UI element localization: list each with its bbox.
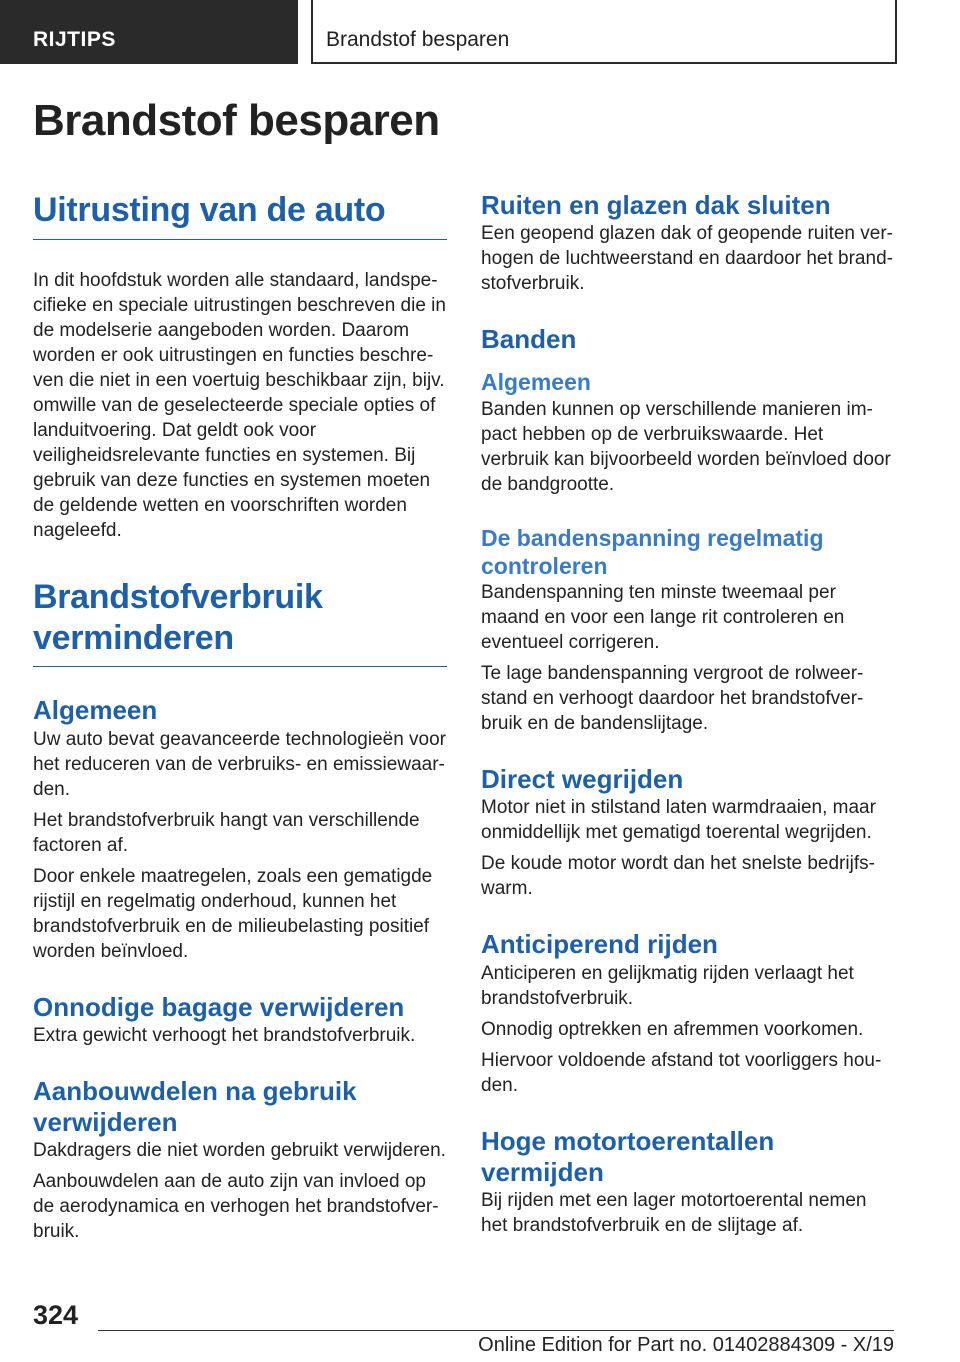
heading-bandenspanning: De bandenspanning regelmatig controleren xyxy=(481,524,824,579)
para-algemeen-3: Door enkele maatregelen, zoals een gematigde rijstijl en regelmatig onderhoud, kunnen het brandstofverbruik en de milieubelasting positief worden beïnvloed. xyxy=(33,865,433,962)
heading-bagage: Onnodige bagage verwijderen xyxy=(33,991,405,1022)
para-direct-1: Motor niet in stilstand laten warmdraaien, maar onmiddellijk met gematigd toerental wegrijden. xyxy=(481,797,876,844)
para-direct-2: De koude motor wordt dan het snelste bedrijfswarm. xyxy=(481,853,875,900)
section-label: Brandstof besparen xyxy=(326,28,510,51)
right-column xyxy=(481,190,895,1238)
chapter-tab xyxy=(0,0,298,64)
heading-verbruik-verminderen: Brandstofverbruik verminderen xyxy=(33,577,447,668)
para-banden: Banden kunnen op verschillende manieren impact hebben op de verbruikswaarde. Het verbruik kan bijvoorbeeld worden beïnvloed door de bandgrootte. xyxy=(481,398,891,495)
para-spanning-2: Te lage bandenspanning vergroot de rolweerstand en verhoogt daardoor het brandstofverbruik en de bandenslijtage. xyxy=(481,663,864,735)
section-tab xyxy=(311,0,897,64)
heading-algemeen-left: Algemeen xyxy=(33,695,158,726)
heading-direct-wegrijden: Direct wegrijden xyxy=(481,764,684,795)
para-bagage: Extra gewicht verhoogt het brandstofverbruik. xyxy=(33,1024,416,1046)
para-aanbouw-2: Aanbouwdelen aan de auto zijn van invloed op de aerodynamica en verhogen het brandstofverbruik. xyxy=(33,1171,439,1243)
para-uitrusting: In dit hoofdstuk worden alle standaard, landspecifieke en speciale uitrustingen beschreven die in de modelserie aangeboden worden. Daarom worden er ook uitrustingen en functies beschreven die niet in een voertuig beschikbaar zijn, bijv. omwille van de geselecteerde speciale opties of landuitvoering. Dat geldt ook voor veiligheidsrelevante functies en systemen. Bij gebruik van deze functies en systemen moeten de geldende wetten en voorschriften worden nageleefd. xyxy=(33,269,446,541)
para-anticip-3: Hiervoor voldoende afstand tot voorliggers houden. xyxy=(481,1049,882,1096)
para-anticip-1: Anticiperen en gelijkmatig rijden verlaagt het brandstofverbruik. xyxy=(481,962,854,1009)
heading-uitrusting: Uitrusting van de auto xyxy=(33,190,447,240)
page-title: Brandstof besparen xyxy=(33,96,440,145)
heading-banden: Banden xyxy=(481,324,577,355)
edition-note: Online Edition for Part no. 01402884309 - X/19 xyxy=(478,1334,894,1356)
para-spanning-1: Bandenspanning ten minste tweemaal per maand en voor een lange rit controleren en eventueel corrigeren. xyxy=(481,582,845,654)
para-toeren: Bij rijden met een lager motortoerental nemen het brandstofverbruik en de slijtage af. xyxy=(481,1189,867,1236)
heading-ruiten: Ruiten en glazen dak sluiten xyxy=(481,190,831,220)
footer-divider xyxy=(98,1330,894,1331)
para-ruiten: Een geopend glazen dak of geopende ruiten verhogen de luchtweerstand en daardoor het brandstofverbruik. xyxy=(481,223,893,295)
para-aanbouw-1: Dakdragers die niet worden gebruikt verwijderen. xyxy=(33,1140,446,1162)
para-algemeen-1: Uw auto bevat geavanceerde technologieën voor het reduceren van de verbruiks- en emissiewaarden. xyxy=(33,728,447,800)
heading-motortoerentallen: Hoge motortoerentallen vermijden xyxy=(481,1125,775,1187)
heading-anticiperend: Anticiperend rijden xyxy=(481,929,718,960)
chapter-label: RIJTIPS xyxy=(33,28,116,51)
para-anticip-2: Onnodig optrekken en afremmen voorkomen. xyxy=(481,1018,864,1040)
left-column xyxy=(33,190,447,1244)
page-number: 324 xyxy=(33,1300,79,1330)
heading-algemeen-right: Algemeen xyxy=(481,369,591,396)
heading-aanbouwdelen: Aanbouwdelen na gebruik verwijderen xyxy=(33,1075,357,1137)
para-algemeen-2: Het brandstofverbruik hangt van verschillende factoren af. xyxy=(33,809,420,856)
